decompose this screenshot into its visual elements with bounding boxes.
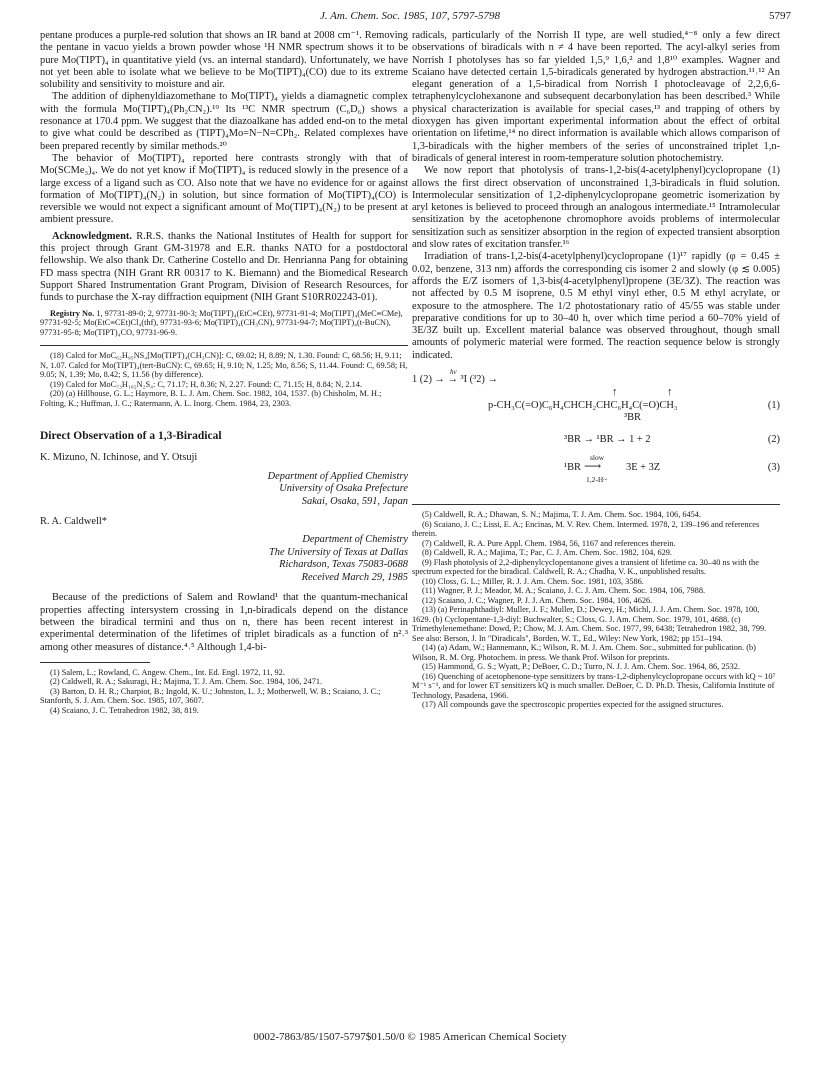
article-title: Direct Observation of a 1,3-Biradical	[40, 430, 222, 443]
affiliation-line: Sakai, Osaka, 591, Japan	[301, 495, 408, 507]
scheme-line-4-left: ¹BR	[564, 462, 581, 474]
authors: R. A. Caldwell*	[40, 516, 107, 528]
footnote: (3) Barton, D. H. R.; Charpiot, B.; Ingold, K. U.; Johnston, L. J.; Motherwell, W. B.; Scaiano, J. C.; Stanforth, S. J. Am. Chem. Soc. 1985, 107, 3607.	[40, 686, 381, 706]
scheme-line-1: 1 (2) → → ³I (³2) →	[412, 374, 498, 386]
ack-label: Acknowledgment.	[52, 230, 132, 242]
scheme-line-2: p-CH₃C(=O)C₆H₄CHCH₂CHC₆H₄C(=O)CH₃	[488, 400, 678, 412]
shift-label: 1,2-H~	[586, 475, 608, 485]
footnote: (13) (a) Perinaphthadiyl: Muller, J. F.; Muller, D.; Dewey, H.; Michl, J. J. Am. Chem. Soc. 1978, 100, 1629. (b) Cyclopentane-1,3-diyl: Buchwalter, S.; Closs, G. J. Am. Chem. Soc. 1979, 101, 4688. (c) Trimethylenemethane: Dowd, P.; Chow, M. J. Am. Chem. Soc. 1977, 99, 6438; Tetrahedron 1982, 38, 799. See also: Berson, J. In "Diradicals", Borden, W. T., Ed., Wiley: New York, 1982; pp 151–194.	[412, 605, 767, 643]
affiliation	[40, 534, 408, 584]
received-date: Received March 29, 1985	[301, 571, 408, 583]
scheme-line-4-right: 3E + 3Z	[626, 462, 661, 474]
footnote: (15) Hammond, G. S.; Wyatt, P.; DeBoer, C. D.; Turro, N. J. J. Am. Chem. Soc. 1964, 86, 2532.	[422, 662, 740, 672]
affiliation-line: Richardson, Texas 75083-0688	[279, 559, 408, 571]
registry-numbers	[40, 309, 408, 338]
up-arrow-icon: ↑	[612, 386, 618, 399]
page-number: 5797	[769, 10, 791, 22]
equation-number: (1)	[767, 400, 780, 412]
footnote: (17) All compounds gave the spectroscopic properties expected for the assigned structures.	[422, 700, 724, 710]
equation-number: (2)	[767, 434, 780, 446]
paragraph: We now report that photolysis of trans-1,2-bis(4-acetylphenyl)cyclopropane (1) allows the first direct observation of unconstrained 1,3-biradicals in fluid solution. Intermolecular sensitization of 1,2-diphenylcyclopropane geometric isomerization by aryl ketones is believed to proceed through an analogous intermediate.¹⁵ Intramolecular sensitization by the acetophenone chromophore avoids problems of intermolecular sensitization such as sensitizer absorption in the region of expected transient absorption and slow rates of excitation transfer.¹⁶	[412, 165, 780, 251]
equation-number: (3)	[767, 462, 780, 474]
arrow-icon: ⟶	[584, 459, 602, 474]
footnote: (2) Caldwell, R. A.; Sakuragi, H.; Majima, T. J. Am. Chem. Soc. 1984, 106, 2471.	[50, 677, 323, 687]
footnote: (12) Scaiano, J. C.; Wagner, P. J. J. Am. Chem. Soc. 1984, 106, 4626.	[422, 595, 653, 605]
footnote: (18) Calcd for MoC₆₂H₉₅NS₄[Mo(TIPT)₄(CH₃CN)]: C, 69.02; H, 8.89; N, 1.30. Found: C, 68.56; H, 9.11; N, 1.07. Calcd for Mo(TIPT)₄(tert-BuCN): C, 69.65; H, 9.10; N, 1.25; Mo, 8.56; S, 11.44. Found: C, 69.58; H, 9.05; N, 1.39; Mo, 8.42; S, 11.56 (by difference).	[40, 351, 408, 380]
paragraph: The behavior of Mo(TIPT)₄ reported here contrasts strongly with that of Mo(SCMe₃)₄. We do not yet know if Mo(TIPT)₄ is reduced slowly in the presence of a large excess of a ligand such as CO. Also note that we have no evidence for or against formation of Mo(TIPT)₄(N₂) in solution, but since formation of Mo(TIPT)₄(CO) is reversible we would not expect a significant amount of Mo(TIPT)₄(N₂) to be present at ambient pressure.	[40, 152, 408, 226]
footnotes-block	[412, 510, 780, 710]
up-arrow-icon: ↑	[667, 386, 673, 399]
affiliation-line: Department of Chemistry	[302, 534, 408, 546]
footnotes-block	[40, 351, 408, 408]
reaction-scheme	[412, 368, 780, 494]
running-header: J. Am. Chem. Soc. 1985, 107, 5797-5798	[319, 10, 501, 22]
footnote: (10) Closs, G. L.; Miller, R. J. J. Am. Chem. Soc. 1981, 103, 3586.	[422, 576, 644, 586]
affiliation-line: The University of Texas at Dallas	[268, 546, 408, 558]
paragraph: Irradiation of trans-1,2-bis(4-acetylphenyl)cyclopropane (1)¹⁷ rapidly (φ = 0.45 ± 0.02, benzene, 313 nm) affords the corresponding cis isomer 2 and slowly (φ ≲ 0.005) affords the E/Z isomers of 1,3-bis(4-acetylphenyl)propene (3E/3Z). The reaction was not affected by 0.5 M isoprene, 0.5 M ethyl vinyl ether, 0.5 M ethyl acrylate, or exposure to the atmosphere. The 1/2 photostationary ratio of 45/55 was stable under preparative conditions for up to 30–40 h, over which time period a 60–70% yield of 3E/3Z built up. Excellent material balance was observed throughout, though small amounts of polymeric material were formed. The reaction sequence below is strongly indicated.	[412, 251, 780, 361]
footnote-divider	[40, 345, 408, 346]
footnote: (4) Scaiano, J. C. Tetrahedron 1982, 38, 819.	[50, 705, 199, 715]
ack-text: R.R.S. thanks the National Institutes of Health for support for this project through Grant GM-31978 and E.R. thanks NATO for a postdoctoral fellowship. We also thank Dr. Catherine Costello and Dr. Henrianna Pang for obtaining FD mass spectra (NIH Grant RR 00317 to K. Biemann) and the Biomedical Research Support Shared Instrumentation Grant Program, Division of Research Resources, for funds to purchase the X-ray diffraction equipment (NIH Grant S10RR02243-01).	[40, 230, 408, 304]
paragraph: Because of the predictions of Salem and Rowland¹ that the quantum-mechanical properties affecting intersystem crossing in 1,n-biradicals depend on the distance between the biradical termini and thus on n, there has been recent interest in experimental determination of the lifetimes of triplet biradicals as a function of n²˒³ among other measures of distance.⁴˒⁵ Although 1,4-bi-	[40, 592, 408, 653]
footnote: (11) Wagner, P. J.; Meador, M. A.; Scaiano, J. C. J. Am. Chem. Soc. 1984, 106, 7988.	[422, 586, 706, 596]
left-column	[40, 30, 408, 715]
footnote: (5) Caldwell, R. A.; Dhawan, S. N.; Majima, T. J. Am. Chem. Soc. 1984, 106, 6454.	[422, 510, 702, 520]
footnote: (1) Salem, L.; Rowland, C. Angew. Chem., Int. Ed. Engl. 1972, 11, 92.	[50, 667, 285, 677]
label-3br: ³BR	[624, 412, 641, 424]
footnote: (16) Quenching of acetophenone-type sensitizers by trans-1,2-diphenylcyclopropane occurs with kQ ~ 10⁷ M⁻¹ s⁻¹, and for lower ET sensitizers kQ is much smaller. DeBoer, C. D. Ph.D. Thesis, California Institute of Technology, Pasadena, 1966.	[412, 671, 776, 700]
hv-label: hν	[450, 368, 457, 377]
footnote-divider	[412, 504, 780, 505]
footnote: (14) (a) Adam, W.; Hannemann, K.; Wilson, R. M. J. Am. Chem. Soc., submitted for publication. (b) Wilson, R. M. Org. Photochem. in press. We thank Prof. Wilson for preprints.	[412, 643, 756, 662]
footnote-divider	[40, 662, 150, 663]
registry-text: 1, 97731-89-0; 2, 97731-90-3; Mo(TIPT)₄(EtC≡CEt), 97731-91-4; Mo(TIPT)₄(MeC≡CMe), 97731-92-5; Mo(EtC≡CEt)Cl₄(thf), 97731-93-6; Mo(TIPT)₄(CH₃CN), 97731-94-7; Mo(TIPT)₄(t-BuCN), 97731-95-8; Mo(TIPT)₄CO, 97731-96-9.	[40, 308, 403, 337]
affiliation	[40, 471, 408, 509]
paragraph: pentane produces a purple-red solution that shows an IR band at 2008 cm⁻¹. Removing the pentane in vacuo yields a brown powder whose ¹H NMR spectrum shows it to be pure Mo(TIPT)₄ in quantitative yield (vs. an internal standard). Unfortunately, we have not yet been able to isolate what we believe to be Mo(TIPT)₄(CO) due to its extreme solubility and sensitivity to moisture and air.	[40, 30, 408, 91]
affiliation-line: Department of Applied Chemistry	[267, 470, 408, 482]
footnotes-block	[40, 668, 408, 716]
acknowledgment	[40, 231, 408, 305]
footnote: (8) Caldwell, R. A.; Majima, T.; Pac, C. J. Am. Chem. Soc. 1982, 104, 629.	[422, 548, 672, 558]
footnote: (9) Flash photolysis of 2,2-diphenylcyclopentanone gives a transient of lifetime ca. 30–40 ns with the spectrum expected for the biradical. Caldwell, R. A.; Chadha, V. K., unpublished results.	[412, 557, 759, 577]
scheme-line-3: ³BR → ¹BR → 1 + 2	[564, 434, 651, 446]
footnote: (20) (a) Hillhouse, G. L.; Haymore, B. L. J. Am. Chem. Soc. 1982, 104, 1537. (b) Chisholm, M. H.; Folting, K.; Huffman, J. C.; Ratermann, A. L. Inorg. Chem. 1984, 23, 2303.	[40, 389, 382, 408]
affiliation-line: University of Osaka Prefecture	[279, 483, 408, 495]
footnote: (7) Caldwell, R. A. Pure Appl. Chem. 1984, 56, 1167 and references therein.	[422, 538, 676, 548]
copyright-footer: 0002-7863/85/1507-5797$01.50/0 © 1985 American Chemical Society	[253, 1031, 567, 1043]
paragraph: The addition of diphenyldiazomethane to Mo(TIPT)₄ yields a diamagnetic complex with the formula Mo(TIPT)₄(Ph₂CN₂).¹⁹ Its ¹³C NMR spectrum (C₆D₆) shows a resonance at 170.4 ppm. We suggest that the diazoalkane has added end-on to the metal to give what could be described as (TIPT)₄Mo=N−N=CPh₂. Related complexes have been prepared recently by similar methods.²⁰	[40, 91, 408, 152]
paragraph: radicals, particularly of the Norrish II type, are well studied,⁴⁻⁸ only a few direct observations of biradicals with n ≠ 4 have been reported. The acyl-alkyl series from Norrish I photolyses has so far yielded 1,5,⁹ 1,6,² and 1,8¹⁰ examples. Wagner and Scaiano have detected certain 1,5-biradicals generated by hydrogen abstraction.¹¹˒¹² An elegant generation of a 1,5-biradical from Norrish I photocleavage of 2,2,6,6-tetraphenylcyclohexanone and subsequent decarbonylation has been described.³ While physical characterization is available for special cases,¹³ and trapping of others by dioxygen has given important experimental information about the effect of orbital orientation on lifetime,¹⁴ no direct information is available which allows comparison of 1,3-biradicals with the higher members of the series of unconstrained triplet 1,n-biradicals of general interest in room-temperature solution photochemistry.	[412, 30, 780, 164]
right-column	[412, 30, 780, 710]
slow-label: slow	[590, 453, 605, 463]
footnote: (19) Calcd for MoC₇₃H₁₀₂N₂S₄: C, 71.17; H, 8.36; N, 2.27. Found: C, 71.15; H, 8.84; N, 2.14.	[50, 379, 363, 389]
registry-label: Registry No.	[50, 308, 95, 318]
footnote: (6) Scaiano, J. C.; Lissi, E. A.; Encinas, M. V. Rev. Chem. Intermed. 1978, 2, 139–196 and references therein.	[412, 519, 760, 539]
authors: K. Mizuno, N. Ichinose, and Y. Otsuji	[40, 452, 198, 464]
